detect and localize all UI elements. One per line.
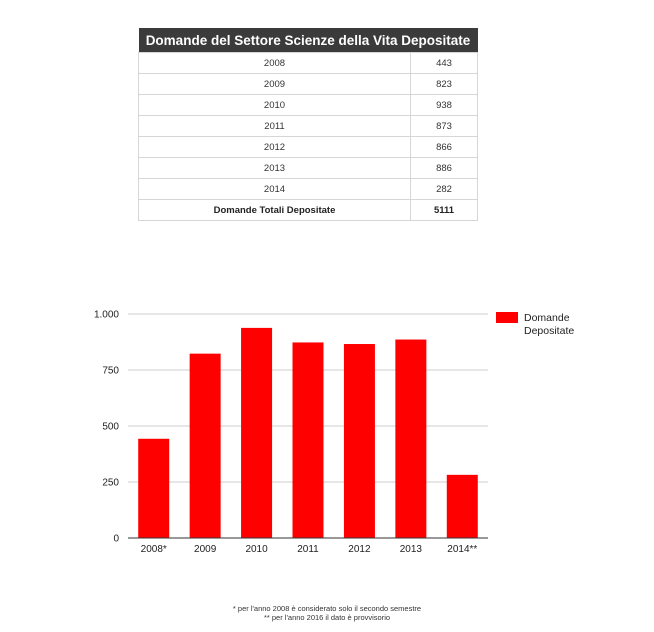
- year-cell: 2009: [139, 74, 411, 95]
- value-cell: 282: [411, 179, 478, 200]
- year-cell: 2013: [139, 158, 411, 179]
- table-title: Domande del Settore Scienze della Vita Depositate: [139, 28, 478, 53]
- y-tick-label: 0: [113, 533, 119, 545]
- x-tick-label: 2009: [194, 544, 217, 555]
- table-row: [139, 158, 478, 179]
- value-cell: 873: [411, 116, 478, 137]
- y-tick-label: 250: [102, 477, 119, 489]
- legend-label: Depositate: [524, 325, 575, 337]
- x-tick-label: 2013: [399, 544, 422, 555]
- x-tick-label: 2012: [348, 544, 371, 555]
- footnote-2014: ** per l'anno 2016 il dato è provvisorio: [263, 613, 391, 622]
- table-row: [139, 74, 478, 95]
- bar: [344, 344, 375, 538]
- bar: [241, 328, 272, 538]
- y-tick-label: 1.000: [93, 309, 119, 321]
- total-value: 5111: [411, 200, 478, 221]
- year-cell: 2008: [139, 53, 411, 74]
- table-row: [139, 53, 478, 74]
- y-tick-label: 500: [102, 421, 119, 433]
- footnotes: [0, 604, 654, 622]
- x-tick-label: 2014**: [447, 544, 478, 555]
- bar: [138, 439, 169, 538]
- value-cell: 443: [411, 53, 478, 74]
- total-label: Domande Totali Depositate: [139, 200, 411, 221]
- bar: [293, 342, 324, 538]
- bar: [395, 340, 426, 538]
- table-header-row: [139, 28, 478, 53]
- year-cell: 2011: [139, 116, 411, 137]
- year-cell: 2012: [139, 137, 411, 158]
- value-cell: 886: [411, 158, 478, 179]
- y-tick-label: 750: [102, 365, 119, 377]
- year-cell: 2010: [139, 95, 411, 116]
- bar: [447, 475, 478, 538]
- x-tick-label: 2010: [245, 544, 268, 555]
- bar-chart: [0, 290, 654, 570]
- legend-swatch: [496, 312, 518, 323]
- legend-label: Domande: [524, 312, 570, 324]
- table-row: [139, 137, 478, 158]
- footnote-2008: * per l'anno 2008 è considerato solo il secondo semestre: [232, 604, 422, 613]
- value-cell: 866: [411, 137, 478, 158]
- x-tick-label: 2011: [297, 544, 319, 555]
- x-tick-label: 2008*: [140, 544, 167, 555]
- data-table: [138, 28, 478, 221]
- bar: [190, 354, 221, 538]
- table-row: [139, 179, 478, 200]
- value-cell: 938: [411, 95, 478, 116]
- table-row: [139, 116, 478, 137]
- value-cell: 823: [411, 74, 478, 95]
- table-row: [139, 95, 478, 116]
- table-total-row: [139, 200, 478, 221]
- year-cell: 2014: [139, 179, 411, 200]
